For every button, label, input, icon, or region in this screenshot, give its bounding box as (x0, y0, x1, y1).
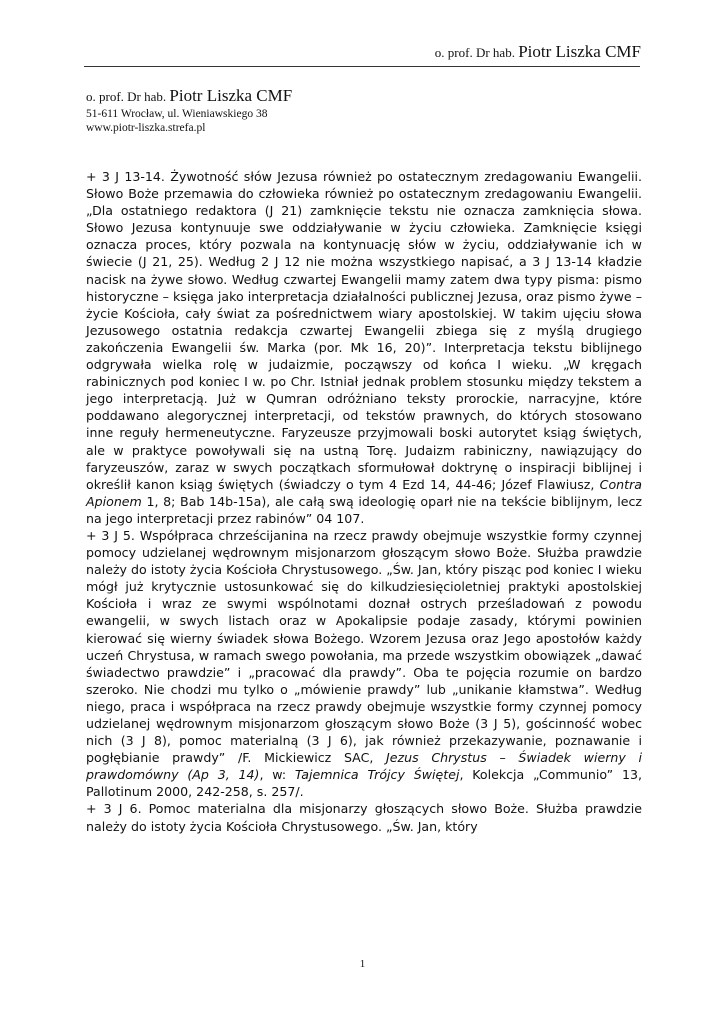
author-address: 51-611 Wrocław, ul. Wieniawskiego 38 (86, 108, 268, 120)
author-title-line (86, 86, 292, 107)
author-website: www.piotr-liszka.strefa.pl (86, 122, 206, 134)
header-author-name: Piotr Liszka CMF (518, 42, 641, 61)
author-block (86, 86, 292, 135)
paragraph-text-end: , Kolekcja „Communio” 13, Pallotinum 2000, 242-258, s. 257/. (86, 767, 642, 800)
author-prefix: o. prof. Dr hab. (86, 89, 167, 104)
page-number: 1 (359, 958, 366, 970)
header-prefix: o. prof. Dr hab. (434, 45, 515, 60)
running-header (435, 42, 641, 62)
paragraph-3j13-14 (86, 168, 642, 527)
document-body (86, 168, 642, 835)
paragraph-text: + 3 J 6. Pomoc materialna dla misjonarzy głoszących słowo Boże. Służba prawdzie należy do istoty życia Kościoła Chrystusowego. „Św. Jan, który (86, 801, 642, 834)
paragraph-3j5 (86, 527, 642, 801)
paragraph-3j6 (86, 800, 642, 834)
article-title: Jezus Chrystus – Świadek wierny i prawdomówny (Ap 3, 14) (86, 750, 642, 783)
paragraph-text-end: 1, 8; Bab 14b-15a), ale całą swą ideologię oparł nie na tekście biblijnym, lecz na jego interpretacji przez rabinów” 04 107. (86, 493, 642, 526)
paragraph-text: + 3 J 5. Współpraca chrześcijanina na rzecz prawdy obejmuje wszystkie formy czynnej pomocy udzielanej wędrownym misjonarzom głoszącym słowo Boże. Służba prawdzie należy do istoty życia Kościoła Chrystusowego. „Św. Jan, który pisząc pod koniec I wieku mógł już krytycznie ustosunkować się do kilkudziesięcioletniej praktyki apostolskiej Kościoła i wraz ze swymi wspólnotami doznał ostrych prześladowań z powodu ewangelii, w swych listach oraz w Apokalipsie podaje zasady, którymi powinien kierować się wierny świadek słowa Bożego. Wzorem Jezusa oraz Jego apostołów każdy uczeń Chrystusa, w ramach swego powołania, ma przede wszystkim obowiązek „dawać świadectwo prawdzie” i „pracować dla prawdy”. Oba te pojęcia rozumie on bardzo szeroko. Nie chodzi mu tylko o „mówienie prawdy” lub „unikanie kłamstwa”. Według niego, praca i współpraca na rzecz prawdy obejmuje wszystkie formy czynnej pomocy udzielanej wędrownym misjonarzom głoszącym słowo Boże (3 J 5), gościnność wobec nich (3 J 8), pomoc materialną (3 J 6), jak również przekazywanie, poznawanie i pogłębianie prawdy” /F. Mickiewicz SAC, (86, 527, 642, 766)
author-name: Piotr Liszka CMF (169, 86, 293, 105)
citation-connector: , w: (259, 767, 295, 783)
book-title: Contra Apionem (86, 476, 642, 509)
header-divider (84, 66, 640, 67)
book-title: Tajemnica Trójcy Świętej (294, 767, 460, 783)
paragraph-text: + 3 J 13-14. Żywotność słów Jezusa również po ostatecznym zredagowaniu Ewangelii. Słowo Boże przemawia do człowieka również po ostatecznym zredagowaniu Ewangelii. „Dla ostatniego redaktora (J 21) zamknięcie tekstu nie oznacza zamknięcia słowa. Słowo Jezusa kontynuuje swe oddziaływanie w życiu człowieka. Zamknięcie księgi oznacza proces, który pozwala na kontynuację słów w życiu, oddziaływanie ich w świecie (J 21, 25). Według 2 J 12 nie można wszystkiego napisać, a 3 J 13-14 kładzie nacisk na żywe słowo. Według czwartej Ewangelii mamy zatem dwa typy pisma: pismo historyczne – księga jako interpretacja działalności publicznej Jezusa, oraz pismo żywe – życie Kościoła, cały świat za pośrednictwem wiary apostolskiej. W takim ujęciu słowa Jezusowego ostatnia redakcja czwartej Ewangelii zbiega się z myślą drugiego zakończenia Ewangelii św. Marka (por. Mk 16, 20)”. Interpretacja tekstu biblijnego odgrywała wielka rolę w judaizmie, począwszy od końca I wieku. „W kręgach rabinicznych pod koniec I w. po Chr. Istniał jednak problem stosunku między tekstem a jego interpretacją. Już w Qumran odróżniano teksty prorockie, narracyjne, które poddawano alegorycznej interpretacji, od tekstów prawnych, do których stosowano inne reguły hermeneutyczne. Faryzeusze przyjmowali boski autorytet ksiąg świętych, ale w praktyce powoływali się na ustną Torę. Judaizm rabiniczny, nawiązujący do faryzeuszów, zaraz w swych początkach sformułował doktrynę o inspiracji biblijnej i określił kanon ksiąg świętych (świadczy o tym 4 Ezd 14, 44-46; Józef Flawiusz, (86, 169, 642, 492)
